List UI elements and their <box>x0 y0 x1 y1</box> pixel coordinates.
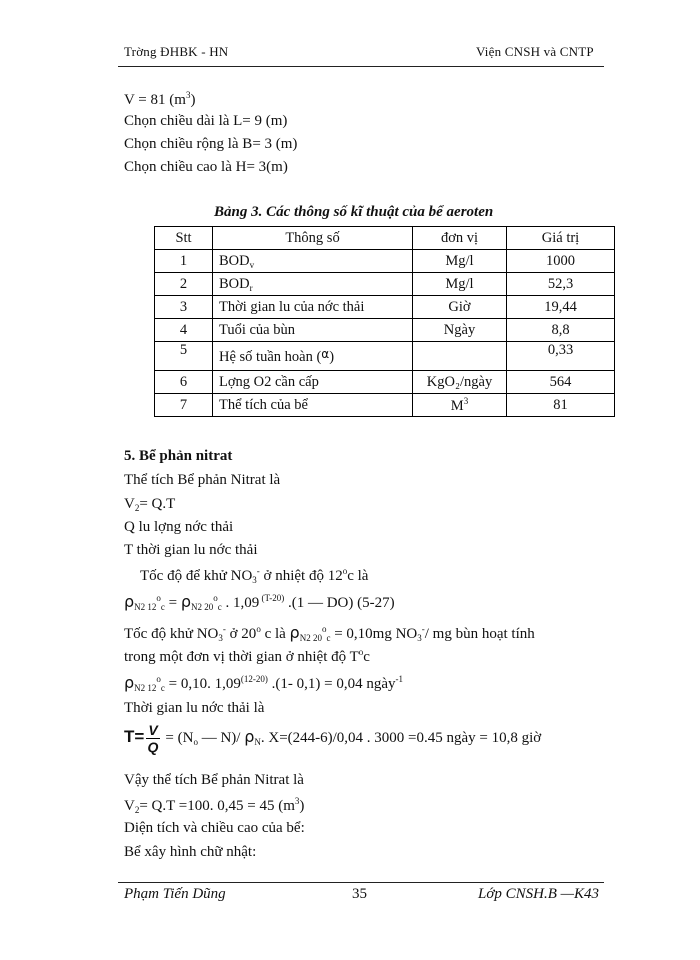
equation-5-27: $\rho_{N2 12}^o_c = \rho_{N2 20}^o_c$ . 1,09 $^{(T-20)}$ .(1 — DO) (5-27) <box>124 592 395 612</box>
page-number: 35 <box>352 886 367 902</box>
equation-retention-time: T= $\frac{V}{Q}$ = ($N_o$ — N)/ $\rho_N$. X=(244-6)/0,04 . 3000 =0.45 ngày = 10,8 giờ <box>124 722 542 755</box>
equation-rate-12c: $\rho_{N2 12}^o_c = 0,10$. 1,09$^{(12-20)}$ .(1- 0,1) = 0,04 ngày$^{-1}$ <box>124 673 403 693</box>
volume-line: V = 81 $(m^3)$ <box>124 90 196 108</box>
text-line: T thời gian lu nớc thải <box>124 542 258 558</box>
text-line: Tốc độ khử $NO_3^-$ ở 20$^o$ c là $\rho_{N2 20}^o_c = 0,10mg$ $NO_3^-/$ mg bùn hoạt tính <box>124 623 535 643</box>
footer-class: Lớp CNSH.B —K43 <box>478 886 599 902</box>
text-line: Bể xây hình chữ nhật: <box>124 844 257 860</box>
table-row: 3 Thời gian lu của nớc thải Giờ 19,44 <box>155 296 615 319</box>
text-line: Q lu lợng nớc thải <box>124 519 234 535</box>
text-line: Vậy thể tích Bể phản Nitrat là <box>124 772 304 788</box>
text-line: Thời gian lu nớc thải là <box>124 700 265 716</box>
table-row: 2 $BOD_r$ Mg/l 52,3 <box>155 273 615 296</box>
col-header-value: Giá trị <box>507 227 615 250</box>
table-row: 6 Lợng O2 cần cấp KgO₂/ngày 564 <box>155 371 615 394</box>
header-rule <box>118 66 604 67</box>
text-line: Thể tích Bể phản Nitrat là <box>124 472 281 488</box>
table-row: 7 Thể tích của bể $M^3$ 81 <box>155 394 615 417</box>
formula-v2: $V_2= Q.T$ <box>124 496 176 513</box>
table-row: 4 Tuổi của bùn Ngày 8,8 <box>155 319 615 342</box>
footer-rule <box>118 882 604 883</box>
length-line: Chọn chiều dài là L= 9 (m) <box>124 113 288 129</box>
aeroten-spec-table <box>154 226 615 417</box>
alpha-symbol: α <box>321 346 330 361</box>
header-school: Trờng ĐHBK - HN <box>124 44 229 59</box>
col-header-param: Thông số <box>213 227 413 250</box>
text-line: Diện tích và chiều cao của bể: <box>124 820 305 836</box>
formula-v2-result: $V_2= Q.T =100$. 0,45 = 45 $(m^3)$ <box>124 796 305 815</box>
height-line: Chọn chiều cao là H= 3(m) <box>124 159 288 175</box>
fraction-v-over-q: $\frac{V}{Q}$ <box>147 722 159 755</box>
width-line: Chọn chiều rộng là B= 3 (m) <box>124 136 298 152</box>
section-heading: 5. Bể phản nitrat <box>124 448 233 464</box>
table-row: 5 Hệ số tuần hoàn ($^\alpha$) 0,33 <box>155 342 615 371</box>
table-header-row <box>155 227 615 250</box>
footer-author: Phạm Tiến Dũng <box>124 886 226 902</box>
text-line: Tốc độ để khử $NO_3^-$ ở nhiệt độ 12$^o$c là <box>140 566 369 585</box>
text-line: trong một đơn vị thời gian ở nhiệt độ $T^oc$ <box>124 647 370 665</box>
table-caption: Bảng 3. Các thông số kĩ thuật của bể aeroten <box>214 204 494 220</box>
header-institute: Viện CNSH và CNTP <box>476 44 594 59</box>
col-header-stt: Stt <box>155 227 213 250</box>
col-header-unit: đơn vị <box>413 227 507 250</box>
table-row: 1 $BOD_v$ Mg/l 1000 <box>155 250 615 273</box>
